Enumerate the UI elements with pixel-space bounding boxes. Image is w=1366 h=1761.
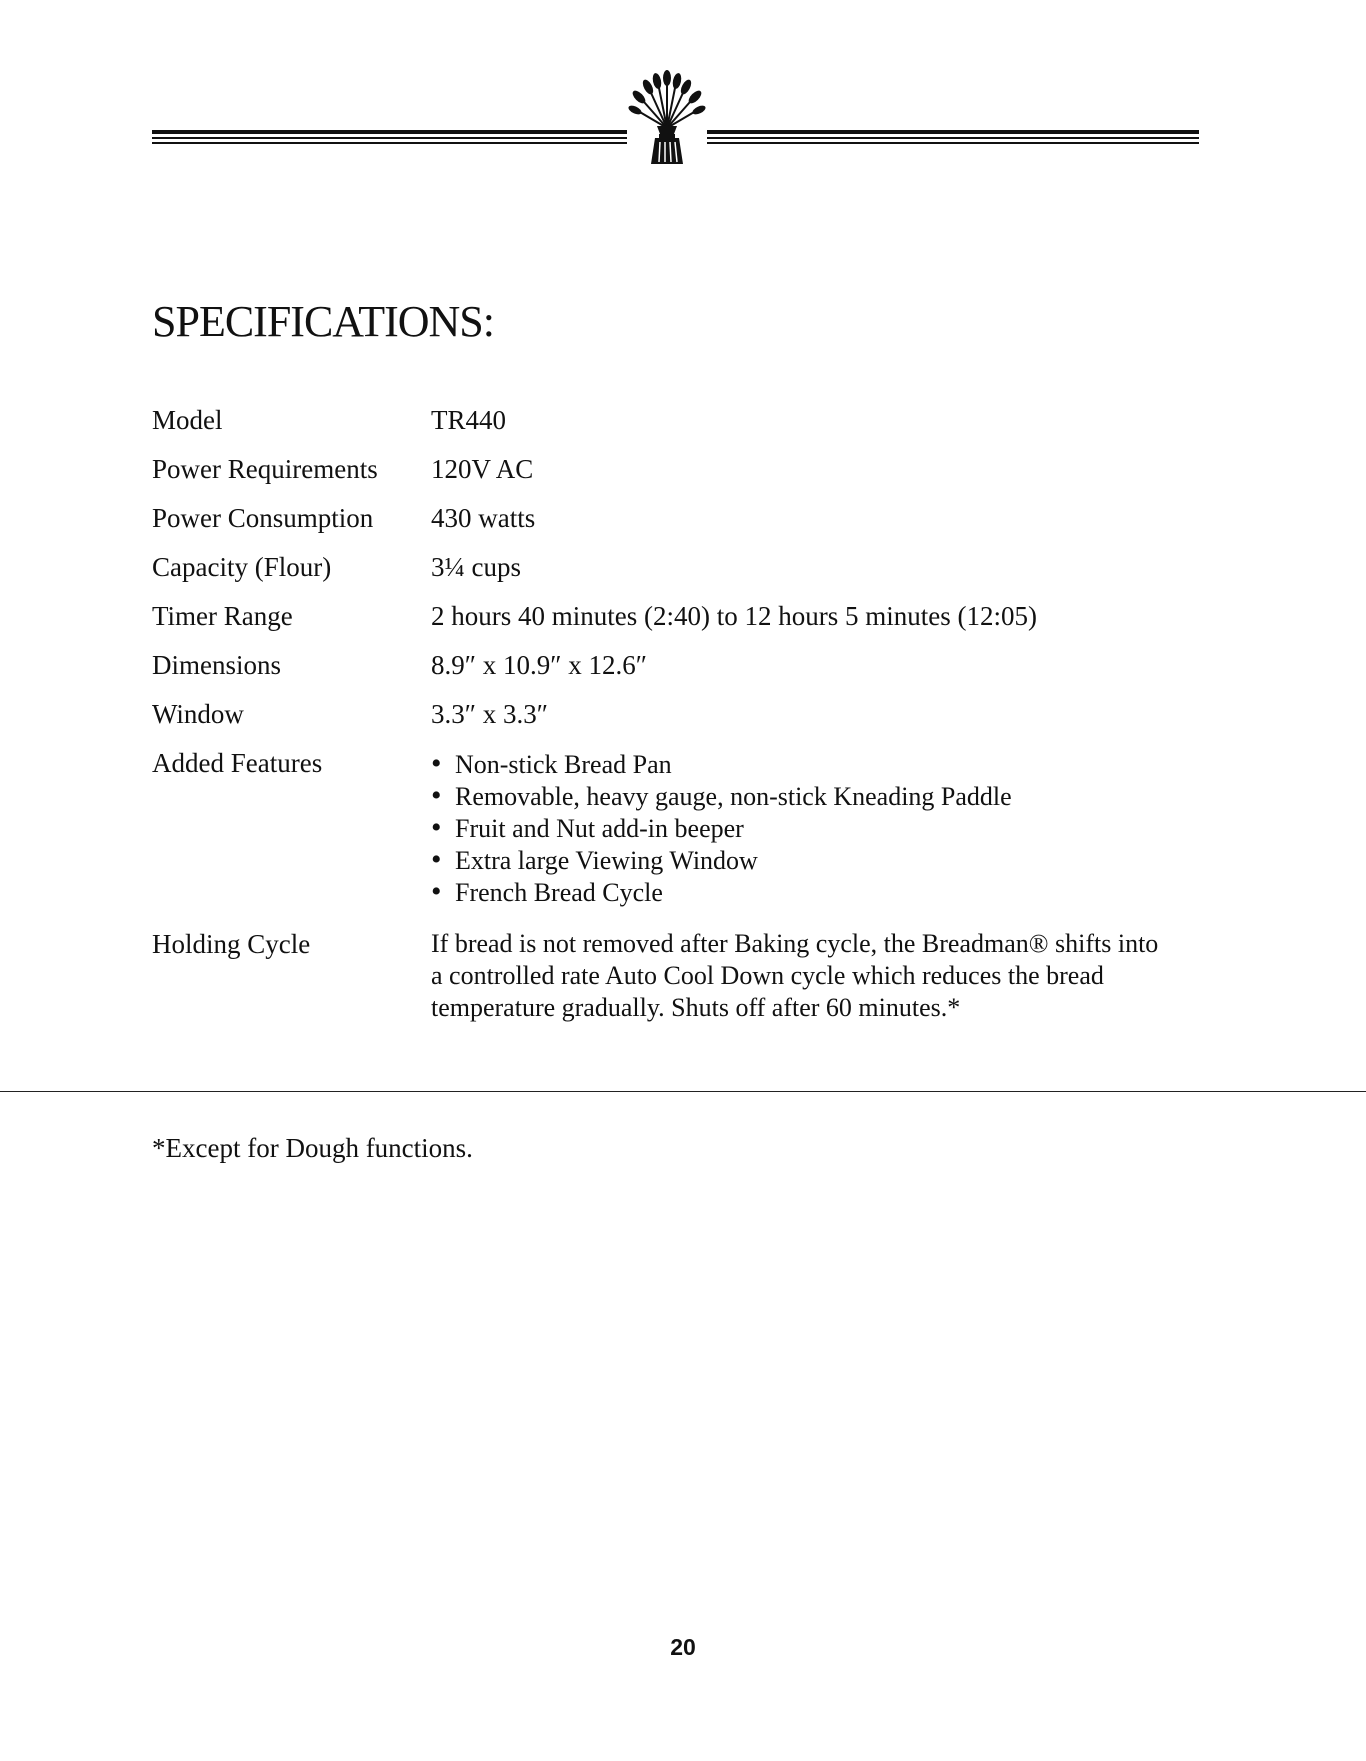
spec-label: Holding Cycle <box>152 929 311 959</box>
page-number: 20 <box>670 1634 696 1660</box>
list-item: • French Bread Cycle <box>431 876 1202 908</box>
spec-row-timer-range <box>152 592 1202 641</box>
feature-list <box>431 739 1202 908</box>
list-item: • Fruit and Nut add-in beeper <box>431 812 1202 844</box>
spec-label: Capacity (Flour) <box>152 552 332 582</box>
spec-label: Model <box>152 405 223 435</box>
spec-value: 2 hours 40 minutes (2:40) to 12 hours 5 minutes (12:05) <box>431 601 1037 631</box>
list-item: • Non-stick Bread Pan <box>431 748 1202 780</box>
page-title: SPECIFICATIONS: <box>152 297 494 346</box>
spec-value: 430 watts <box>431 503 536 533</box>
spec-value: 3¼ cups <box>431 552 521 582</box>
spec-value: If bread is not removed after Baking cycle, the Breadman® shifts into a controlled rate Auto Cool Down cycle which reduces the bread temperature gradually. Shuts off after 60 minutes.* <box>431 929 1159 1022</box>
spec-row-added-features <box>152 739 1202 908</box>
footnote-divider <box>0 1091 1366 1092</box>
spec-row-model <box>152 396 1202 445</box>
list-item: • Removable, heavy gauge, non-stick Kneading Paddle <box>431 780 1202 812</box>
spec-row-power-consumption <box>152 494 1202 543</box>
spec-row-dimensions <box>152 641 1202 690</box>
spec-label: Power Consumption <box>152 503 374 533</box>
spec-label: Added Features <box>152 748 323 778</box>
list-item: • Extra large Viewing Window <box>431 844 1202 876</box>
spec-value <box>431 739 1202 908</box>
spec-row-holding-cycle <box>152 920 1202 1024</box>
spec-value: 120V AC <box>431 454 534 484</box>
spec-label: Timer Range <box>152 601 293 631</box>
spec-value: 8.9″ x 10.9″ x 12.6″ <box>431 650 647 680</box>
spec-label: Window <box>152 699 244 729</box>
spec-label: Dimensions <box>152 650 282 680</box>
spec-label: Power Requirements <box>152 454 378 484</box>
footnote: *Except for Dough functions. <box>152 1133 473 1163</box>
specifications-table <box>152 396 1202 1024</box>
spec-value: 3.3″ x 3.3″ <box>431 699 548 729</box>
wheat-sheaf-icon <box>627 68 707 168</box>
spec-row-capacity <box>152 543 1202 592</box>
spec-row-power-requirements <box>152 445 1202 494</box>
spec-row-window <box>152 690 1202 739</box>
spec-value: TR440 <box>431 405 507 435</box>
